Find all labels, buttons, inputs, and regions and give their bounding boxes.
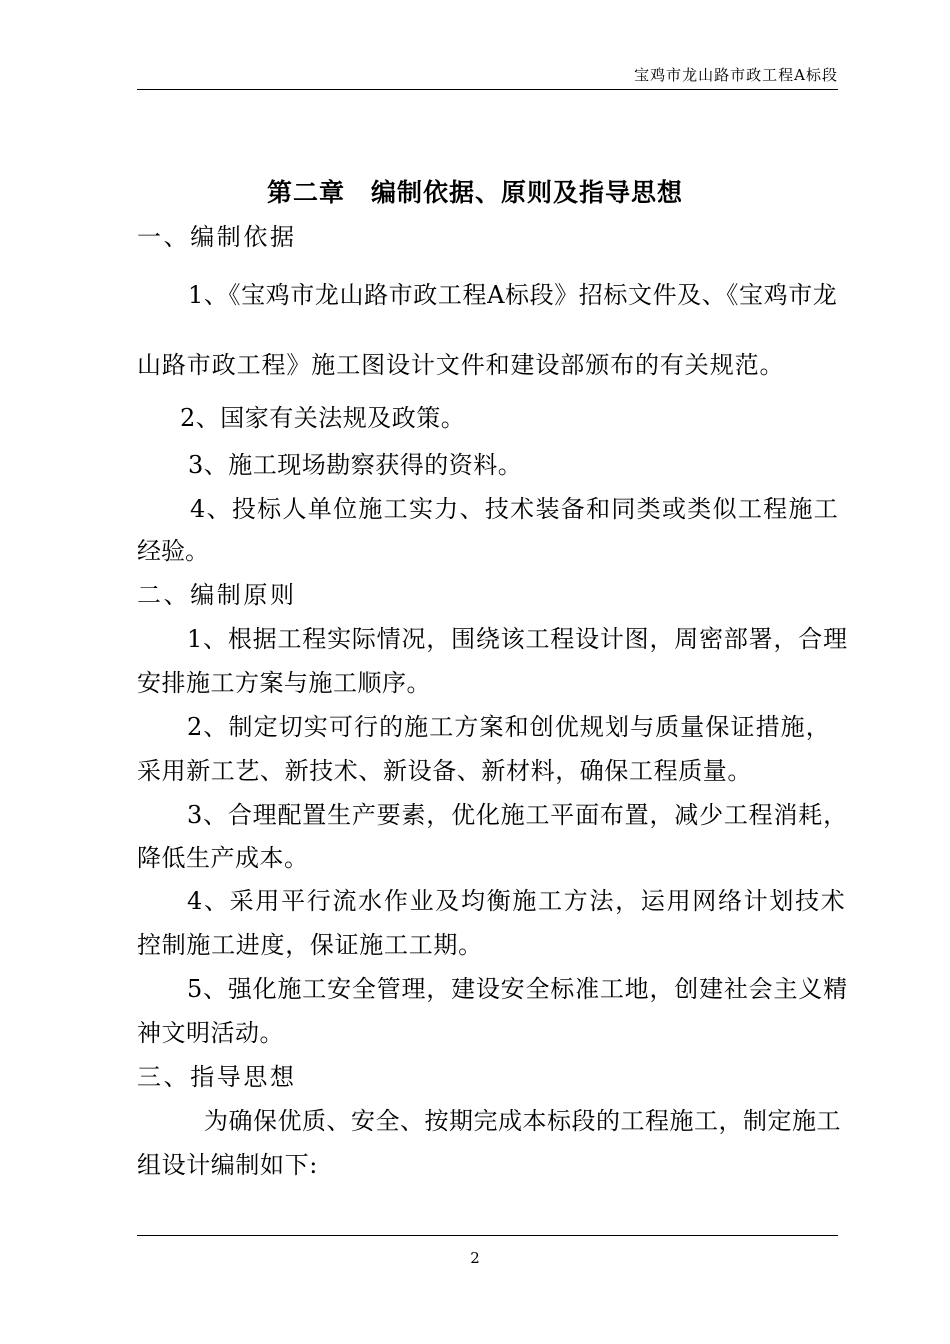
basis-item-1-line-2: 山路市政工程》施工图设计文件和建设部颁布的有关规范。 [137, 351, 785, 379]
header-rule [137, 89, 838, 90]
principles-item-1-line-2: 安排施工方案与施工顺序。 [137, 669, 431, 697]
principles-item-3-line-2: 降低生产成本。 [137, 844, 309, 872]
basis-item-4-line-1: 4、投标人单位施工实力、技术装备和同类或类似工程施工 [190, 495, 840, 523]
basis-item-3: 3、施工现场勘察获得的资料。 [188, 451, 523, 479]
section-heading-principles: 二、编制原则 [137, 581, 297, 609]
principles-item-5-line-2: 神文明活动。 [137, 1019, 284, 1047]
principles-item-4-line-2: 控制施工进度，保证施工工期。 [137, 931, 483, 959]
basis-item-4-line-2: 经验。 [137, 537, 209, 565]
section-heading-guiding: 三、指导思想 [137, 1063, 297, 1091]
page-number: 2 [470, 1249, 480, 1267]
principles-item-4-line-1: 4、采用平行流水作业及均衡施工方法，运用网络计划技术 [187, 887, 847, 915]
basis-item-1-line-1: 1、《宝鸡市龙山路市政工程A标段》招标文件及、《宝鸡市龙 [188, 281, 838, 309]
principles-item-2-line-1: 2、制定切实可行的施工方案和创优规划与质量保证措施， [187, 713, 831, 741]
principles-item-3-line-1: 3、合理配置生产要素，优化施工平面布置，减少工程消耗， [187, 801, 848, 829]
principles-item-1-line-1: 1、根据工程实际情况，围绕该工程设计图，周密部署，合理 [187, 625, 848, 653]
header-project-name: 宝鸡市龙山路市政工程A标段 [634, 66, 838, 84]
guiding-paragraph-line-1: 为确保优质、安全、按期完成本标段的工程施工，制定施工 [204, 1107, 841, 1135]
footer-rule [137, 1235, 838, 1236]
principles-item-2-line-2: 采用新工艺、新技术、新设备、新材料，确保工程质量。 [137, 757, 752, 785]
basis-item-2: 2、国家有关法规及政策。 [180, 404, 466, 432]
guiding-paragraph-line-2: 组设计编制如下: [137, 1151, 318, 1179]
chapter-title: 第二章 编制依据、原则及指导思想 [266, 178, 683, 207]
principles-item-5-line-1: 5、强化施工安全管理，建设安全标准工地，创建社会主义精 [187, 975, 848, 1003]
section-heading-basis: 一、编制依据 [137, 223, 297, 251]
